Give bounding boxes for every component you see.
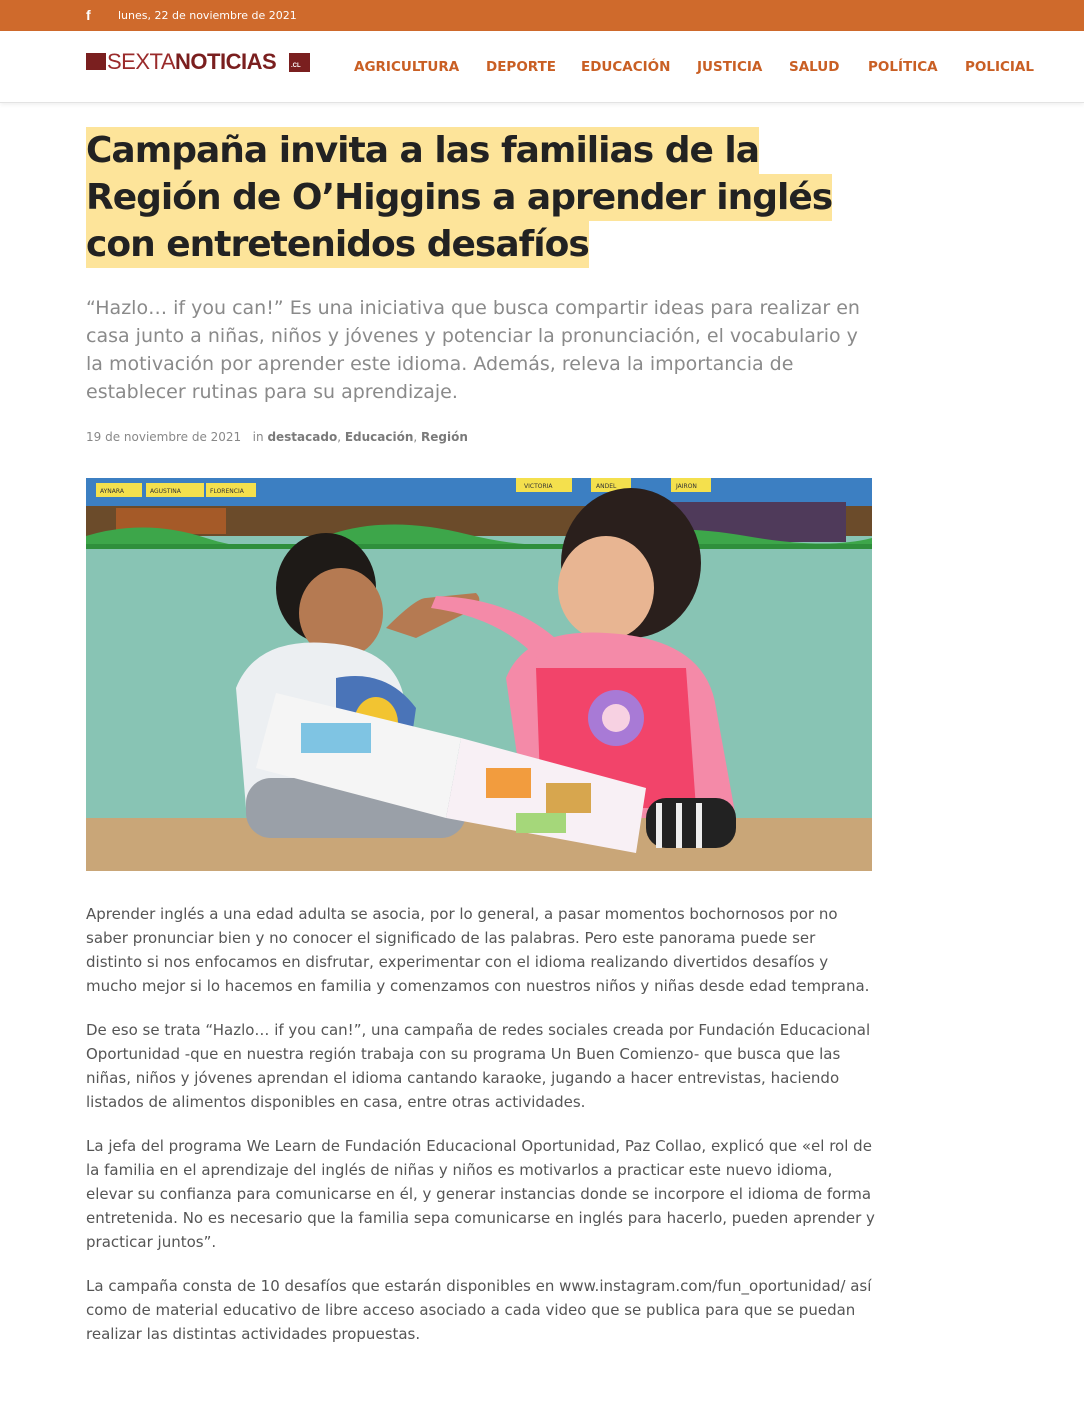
- photo-label-victoria: VICTORIA: [524, 483, 553, 490]
- nav-policial[interactable]: POLICIAL: [965, 59, 1034, 75]
- article-lead: “Hazlo… if you can!” Es una iniciativa que busca compartir ideas para realizar en casa junto a niñas, niños y jóvenes y potenciar la pronunciación, el vocabulario y la motivación por aprender este idioma. Además, releva la importancia de establecer rutinas para su aprendizaje.: [86, 297, 860, 403]
- photo-label-agustina: AGUSTINA: [150, 488, 181, 495]
- title-line-2: Región de O’Higgins a aprender inglés: [86, 174, 832, 221]
- title-line-1: Campaña invita a las familias de la: [86, 127, 759, 174]
- category-destacado[interactable]: destacado: [267, 430, 338, 444]
- photo-illustration: [86, 478, 872, 871]
- photo-label-andel: ANDEL: [596, 483, 617, 490]
- meta-in: in: [252, 430, 264, 444]
- title-line-3: con entretenidos desafíos: [86, 221, 589, 268]
- nav-educacion[interactable]: EDUCACIÓN: [581, 59, 671, 75]
- publish-date: 19 de noviembre de 2021: [86, 430, 242, 444]
- logo-text: SEXTANOTICIAS: [107, 49, 277, 74]
- paragraph-4: La campaña consta de 10 desafíos que estarán disponibles en www.instagram.com/fun_oportunidad/ así como de material educativo de libre acceso asociado a cada video que se publica para que se puedan realizar las distintas actividades propuestas.: [86, 1277, 872, 1343]
- site-logo[interactable]: [86, 51, 312, 77]
- nav-justicia[interactable]: JUSTICIA: [697, 59, 763, 75]
- category-educacion[interactable]: Educación: [344, 430, 414, 444]
- photo-label-aynara: AYNARA: [100, 488, 124, 495]
- photo-label-florencia: FLORENCIA: [210, 488, 244, 495]
- category-region[interactable]: Región: [421, 430, 468, 444]
- current-date: lunes, 22 de noviembre de 2021: [118, 9, 297, 22]
- site-header: [0, 31, 1084, 103]
- article-body: [86, 902, 876, 1366]
- nav-deporte[interactable]: DEPORTE: [486, 59, 557, 75]
- article-title: [86, 127, 846, 268]
- nav-salud[interactable]: SALUD: [789, 59, 840, 75]
- logo-mark-left: [86, 53, 106, 70]
- article-meta: 19 de noviembre de 2021 in destacado, Educación, Región: [86, 430, 468, 444]
- logo-suffix: .CL: [291, 63, 301, 69]
- paragraph-1: Aprender inglés a una edad adulta se asocia, por lo general, a pasar momentos bochornosos por no saber pronunciar bien y no conocer el significado de las palabras. Pero este panorama puede ser distinto si nos enfocamos en disfrutar, experimentar con el idioma realizando divertidos desafíos y mucho mejor si lo hacemos en familia y comenzamos con nuestros niños y niñas desde edad temprana.: [86, 905, 870, 995]
- paragraph-3: La jefa del programa We Learn de Fundación Educacional Oportunidad, Paz Collao, explicó que «el rol de la familia en el aprendizaje del inglés de niñas y niños es motivarlos a practicar este nuevo idioma, elevar su confianza para comunicarse en él, y generar instancias donde se incorpore el idioma de forma entretenida. No es necesario que la familia sepa comunicarse en inglés para hacerlo, pueden aprender y practicar juntos”.: [86, 1137, 875, 1251]
- top-bar: [0, 0, 1084, 31]
- nav-agricultura[interactable]: AGRICULTURA: [354, 59, 460, 75]
- facebook-icon[interactable]: f: [86, 7, 91, 23]
- article-photo: [86, 478, 872, 871]
- paragraph-2: De eso se trata “Hazlo… if you can!”, una campaña de redes sociales creada por Fundación Educacional Oportunidad -que en nuestra región trabaja con su programa Un Buen Comienzo- que busca que las niñas, niños y jóvenes aprendan el idioma cantando karaoke, jugando a hacer entrevistas, haciendo listados de alimentos disponibles en casa, entre otras actividades.: [86, 1021, 871, 1111]
- photo-label-jairon: JAIRON: [676, 483, 697, 490]
- nav-politica[interactable]: POLÍTICA: [868, 59, 938, 75]
